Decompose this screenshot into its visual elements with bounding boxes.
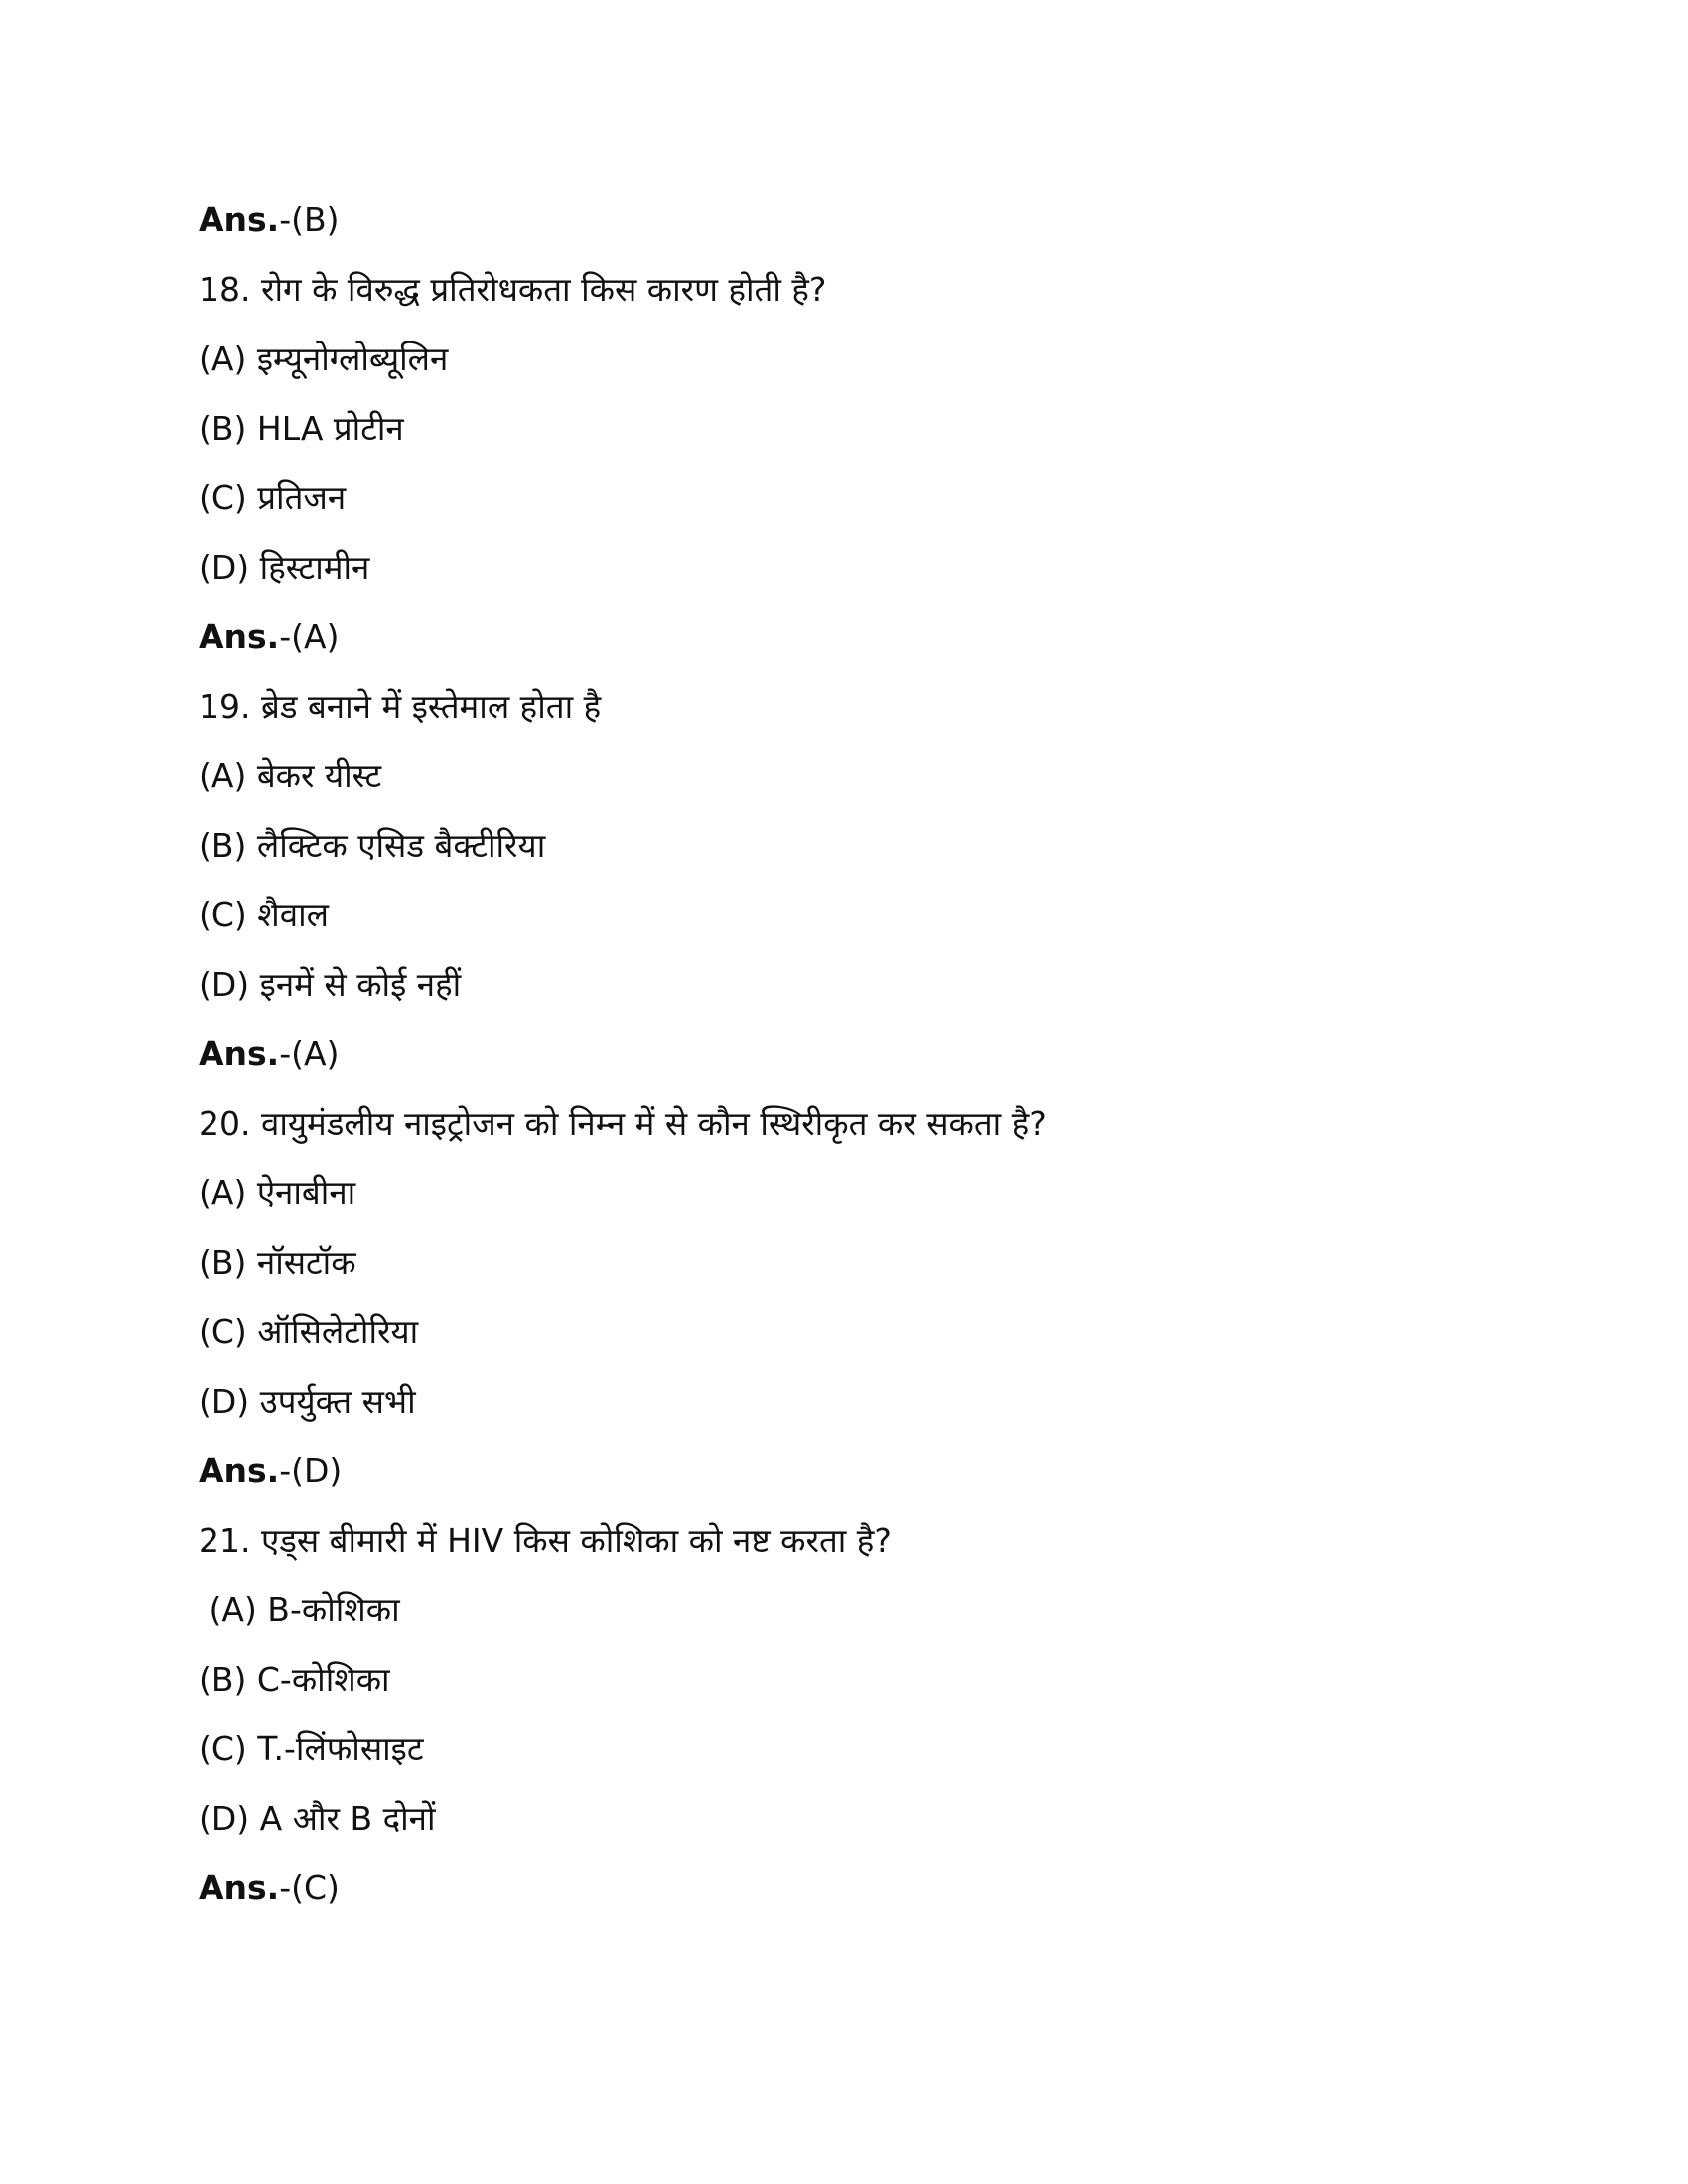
option-b: (B) नॉसटॉक	[199, 1243, 356, 1282]
answer-label: Ans.	[199, 617, 280, 656]
option-a: (A) B-कोशिका	[199, 1590, 400, 1629]
option-c: (C) ऑसिलेटोरिया	[199, 1312, 419, 1351]
answer-label: Ans.	[199, 201, 280, 239]
option-b: (B) C-कोशिका	[199, 1660, 390, 1699]
option-a: (A) बेकर यीस्ट	[199, 756, 382, 795]
option-b: (B) HLA प्रोटीन	[199, 409, 404, 448]
answer-line	[199, 1032, 339, 1076]
question-text: 19. ब्रेड बनाने में इस्तेमाल होता है	[199, 687, 602, 726]
answer-value: -(A)	[279, 617, 340, 656]
answer-label: Ans.	[199, 1034, 280, 1073]
answer-value: -(A)	[279, 1034, 340, 1073]
option-d: (D) उपर्युक्त सभी	[199, 1382, 416, 1421]
answer-value: -(D)	[279, 1451, 343, 1490]
answer-line	[199, 1866, 340, 1910]
answer-value: -(C)	[279, 1868, 340, 1907]
answer-label: Ans.	[199, 1451, 280, 1490]
option-c: (C) T.-लिंफोसाइट	[199, 1729, 424, 1768]
option-d: (D) हिस्टामीन	[199, 548, 370, 587]
option-c: (C) शैवाल	[199, 895, 329, 934]
answer-line	[199, 1449, 342, 1493]
answer-value: -(B)	[279, 201, 340, 239]
question-text: 18. रोग के विरुद्ध प्रतिरोधकता किस कारण होती है?	[199, 270, 827, 309]
option-d: (D) A और B दोनों	[199, 1799, 436, 1838]
answer-line	[199, 615, 339, 659]
option-b: (B) लैक्टिक एसिड बैक्टीरिया	[199, 826, 546, 865]
option-c: (C) प्रतिजन	[199, 478, 347, 517]
question-text: 20. वायुमंडलीय नाइट्रोजन को निम्न में से कौन स्थिरीकृत कर सकता है?	[199, 1104, 1047, 1143]
option-a: (A) ऐनाबीना	[199, 1173, 356, 1212]
answer-label: Ans.	[199, 1868, 280, 1907]
answer-line	[199, 199, 340, 242]
question-text: 21. एड्स बीमारी में HIV किस कोशिका को नष्ट करता है?	[199, 1521, 892, 1560]
option-a: (A) इम्यूनोग्लोब्यूलिन	[199, 340, 449, 378]
option-d: (D) इनमें से कोई नहीं	[199, 965, 462, 1004]
